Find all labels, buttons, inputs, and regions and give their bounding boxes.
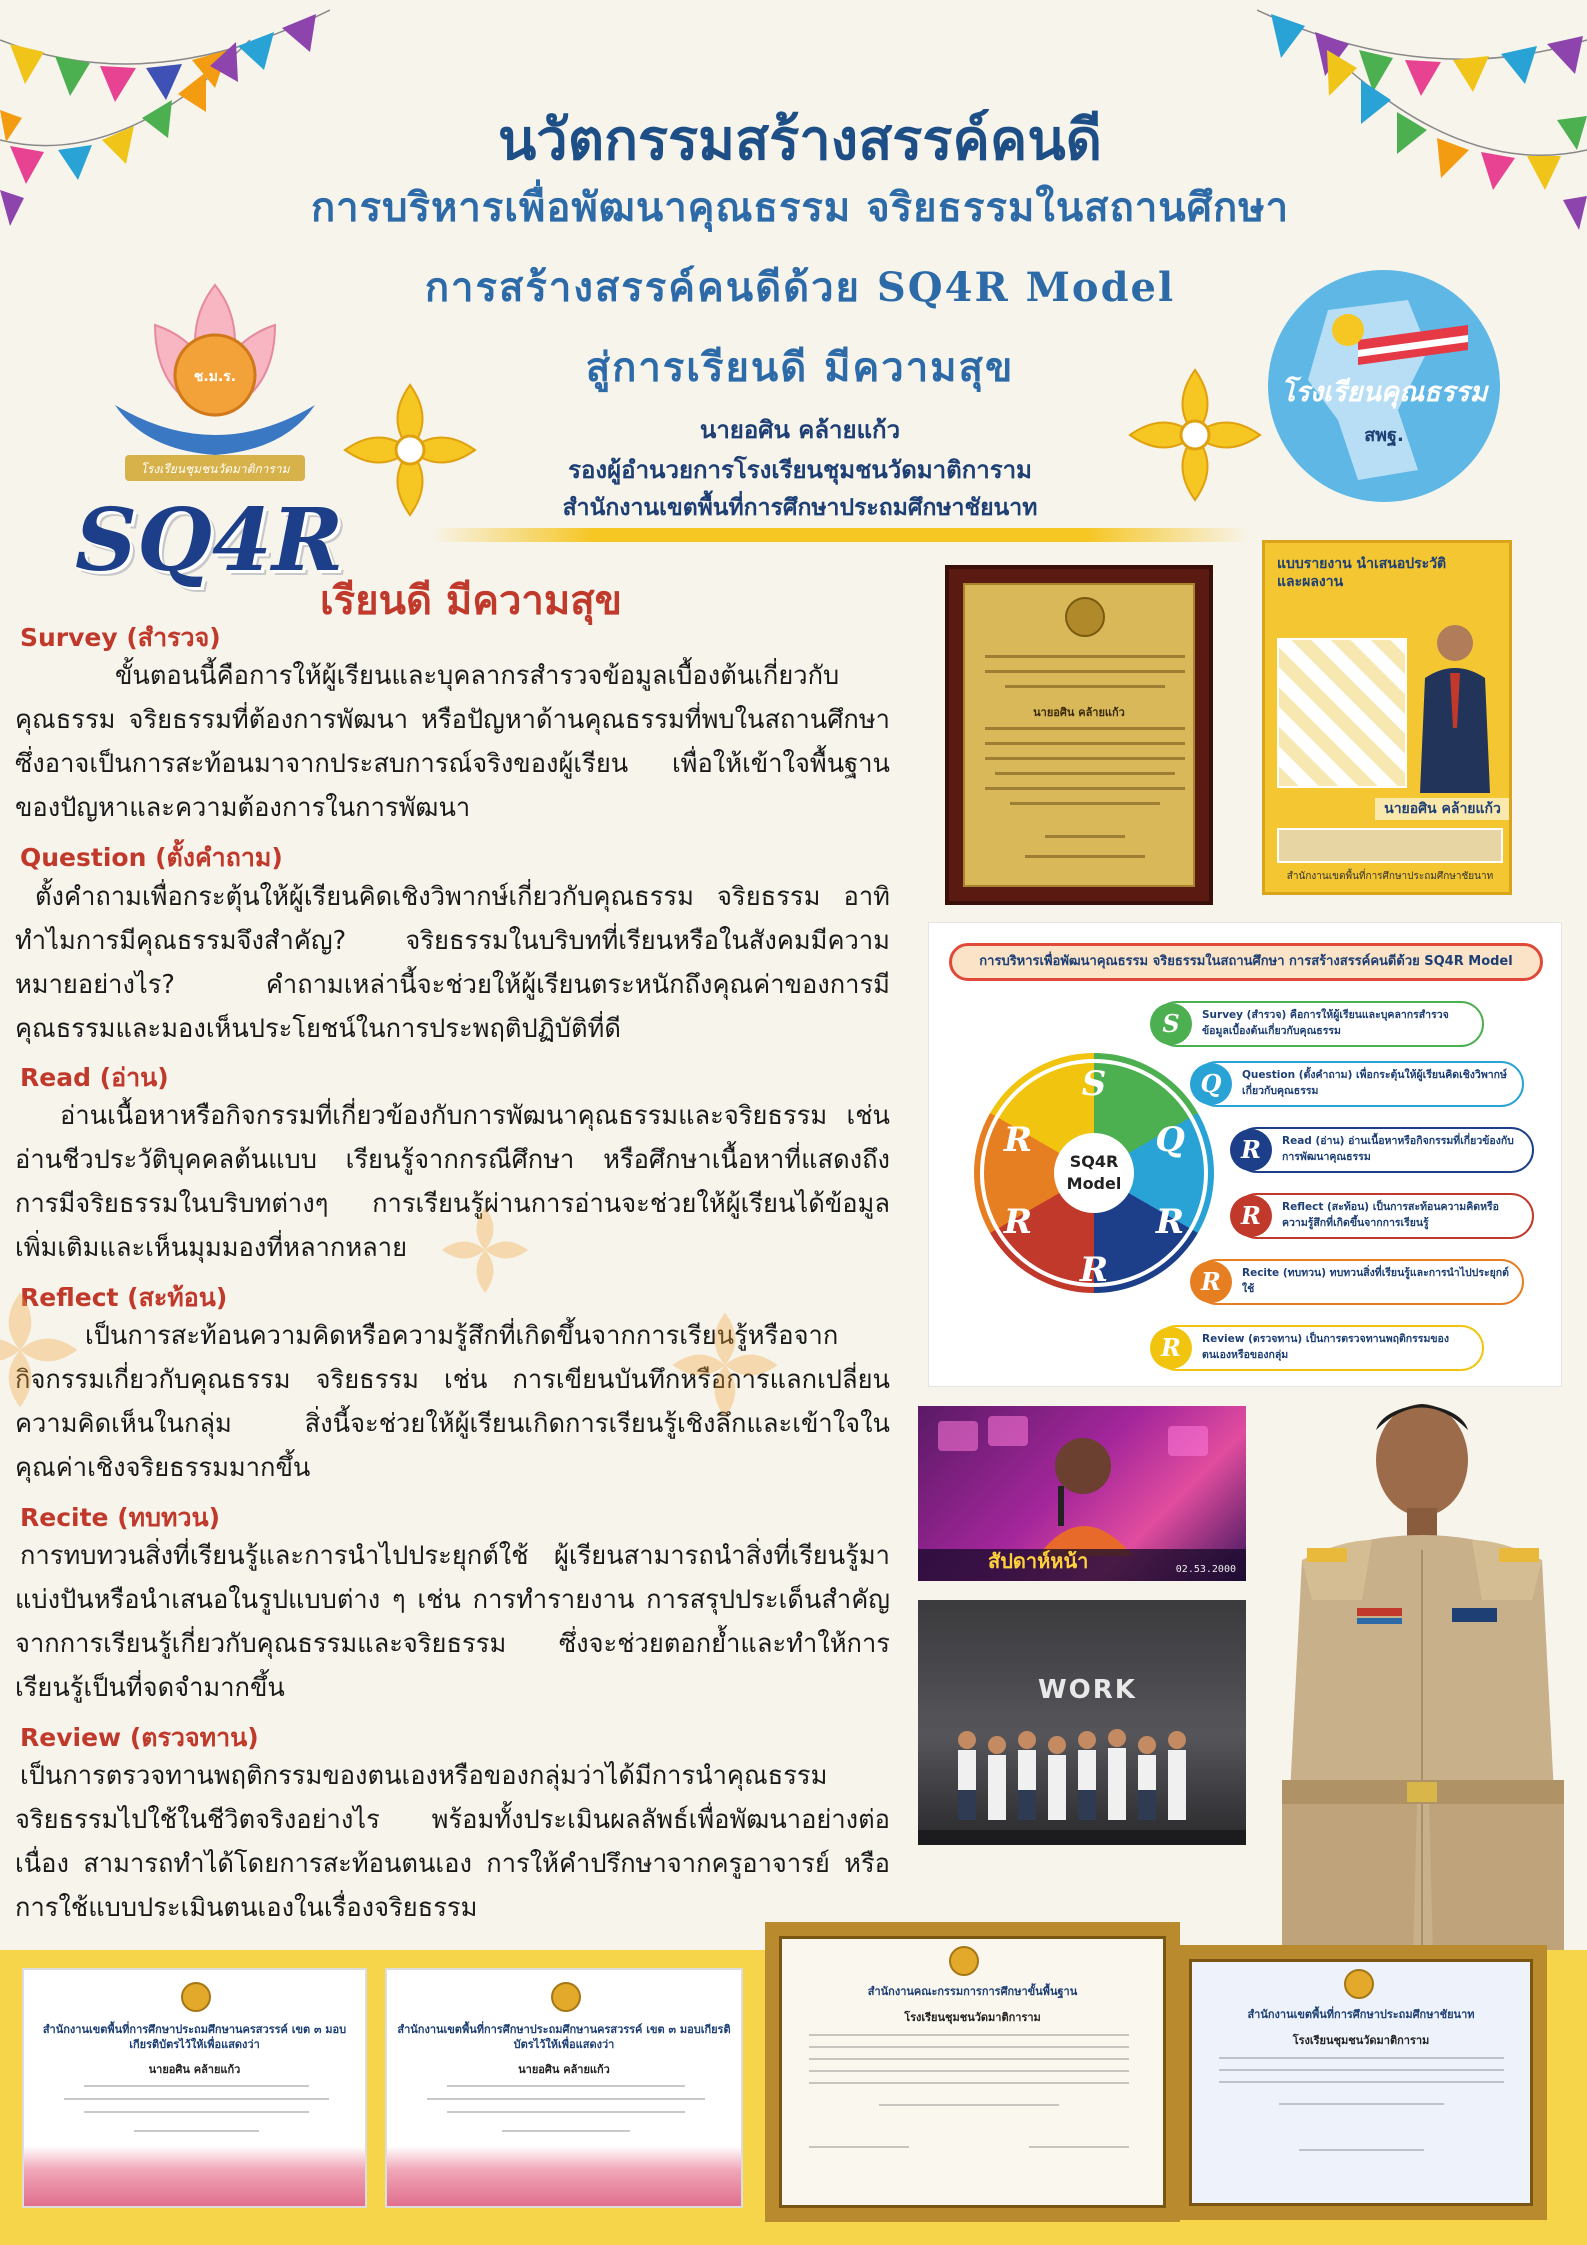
step-badge-reflect: R [1230,1195,1272,1237]
cert-1-flower-border [24,2146,365,2206]
thai-ornament-left [340,380,480,520]
wheel-letter-r4: R [1003,1120,1033,1160]
wheel-center [1054,1133,1134,1213]
thai-ornament-right [1125,365,1265,505]
section-heading-read: Read (อ่าน) [20,1063,169,1092]
section-heading-survey: Survey (สำรวจ) [20,623,221,652]
certificate-1 [22,1968,367,2208]
step-reflect [1234,1193,1534,1239]
report-photo-strip [1277,828,1503,863]
section-body-read: อ่านเนื้อหาหรือกิจกรรมที่เกี่ยวข้องกับการพัฒนาคุณธรรมและจริยธรรม เช่น อ่านชีวประวัติบุคคลต้นแบบ เรียนรู้จากกรณีศึกษา หรือศึกษาเนื้อหาที่แสดงถึงการมีจริยธรรมในบริบทต่างๆ การเรียนรู้ผ่านการอ่านจะช่วยให้ผู้เรียนได้ข้อมูลเพิ่มเติมและเห็นมุมมองที่หลากหลาย [15,1101,890,1263]
step-read [1234,1127,1534,1173]
section-heading-question: Question (ตั้งคำถาม) [20,843,283,872]
frame-1-name: โรงเรียนชุมชนวัดมาติการาม [904,2011,1041,2024]
sq4r-infographic [928,922,1562,1387]
wheel-letter-s: S [1081,1064,1107,1104]
tv-date: 02.53.2000 [1175,1564,1236,1575]
step-text-read: Read (อ่าน) อ่านเนื้อหาหรือกิจกรรมที่เกี่ยวข้องกับการพัฒนาคุณธรรม [1282,1135,1514,1163]
cert-1-name: นายอศิน คล้ายแก้ว [148,2063,241,2076]
cert-2-flower-border [387,2146,741,2206]
sq4r-wheel [974,1053,1214,1293]
framed-certificate-1 [765,1922,1180,2222]
step-text-survey: Survey (สำรวจ) คือการให้ผู้เรียนและบุคลากรสำรวจข้อมูลเบื้องต้นเกี่ยวกับคุณธรรม [1202,1009,1449,1037]
cert-2-name: นายอศิน คล้ายแก้ว [518,2063,610,2076]
group-photo [918,1600,1246,1845]
section-body-reflect: เป็นการสะท้อนความคิดหรือความรู้สึกที่เกิดขึ้นจากการเรียนรู้หรือจากกิจกรรมเกี่ยวกับคุณธรรม จริยธรรม เช่น การเขียนบันทึกหรือการแลกเปลี่ยนความคิดเห็นในกลุ่ม สิ่งนี้จะช่วยให้ผู้เรียนเกิดการเรียนรู้เชิงลึกและเข้าใจในคุณค่าเชิงจริยธรรมมากขึ้น [15,1321,890,1483]
bunting-right [1257,0,1587,300]
section-heading-recite: Recite (ทบทวน) [20,1503,221,1532]
tv-caption: สัปดาห์หน้า [988,1549,1089,1573]
poster-title: นวัตกรรมสร้างสรรค์คนดี [497,108,1103,173]
moral-school-badge [1268,270,1500,502]
faint-ornament-3 [0,1290,80,1410]
frame-2-name: โรงเรียนชุมชนวัดมาติการาม [1292,2034,1430,2047]
report-cover [1262,540,1512,895]
badge-abbr: สพฐ. [1364,425,1404,446]
poster-subtitle-3: สู่การเรียนดี มีความสุข [585,344,1015,391]
tagline: เรียนดี มีความสุข [320,578,623,624]
author-position: รองผู้อำนวยการโรงเรียนชุมชนวัดมาติการาม [568,455,1032,484]
poster-subtitle-1: การบริหารเพื่อพัฒนาคุณธรรม จริยธรรมในสถานศึกษา [310,184,1290,231]
school-logo-name: โรงเรียนชุมชนวัดมาติการาม [140,462,290,476]
cert-2-emblem [551,1982,581,2012]
step-review [1154,1325,1484,1371]
vice-director-photo [1262,1390,1584,1990]
gold-brush-stroke [430,528,1250,542]
report-footer: สำนักงานเขตพื้นที่การศึกษาประถมศึกษาชัยนาท [1286,871,1494,882]
tv-show-photo [918,1406,1246,1581]
step-badge-read: R [1230,1129,1272,1171]
step-badge-question: Q [1190,1063,1232,1105]
section-body-question: ตั้งคำถามเพื่อกระตุ้นให้ผู้เรียนคิดเชิงวิพากษ์เกี่ยวกับคุณธรรม จริยธรรม อาทิ ทำไมการมีคุณธรรมจึงสำคัญ? จริยธรรมในบริบทที่เรียนหรือในสังคมมีความหมายอย่างไร? คำถามเหล่านี้จะช่วยให้ผู้เรียนตระหนักถึงคุณค่าของการมีคุณธรรมและมองเห็นประโยชน์ในการประพฤติปฏิบัติที่ดี [15,882,890,1044]
step-badge-review: R [1150,1327,1192,1369]
plaque-emblem [1065,597,1105,637]
infographic-title: การบริหารเพื่อพัฒนาคุณธรรม จริยธรรมในสถานศึกษา การสร้างสรรค์คนดีด้วย SQ4R Model [949,943,1543,981]
frame-2-head: สำนักงานเขตพื้นที่การศึกษาประถมศึกษาชัยนาท [1247,2008,1475,2021]
frame-2-emblem [1344,1969,1374,1999]
step-question [1194,1061,1524,1107]
step-survey [1154,1001,1484,1047]
author-organization: สำนักงานเขตพื้นที่การศึกษาประถมศึกษาชัยนาท [562,494,1038,521]
step-badge-survey: S [1150,1003,1192,1045]
frame-1-head: สำนักงานคณะกรรมการการศึกษาขั้นพื้นฐาน [867,1985,1078,1998]
report-person-silhouette [1415,618,1495,793]
section-body-survey: ขั้นตอนนี้คือการให้ผู้เรียนและบุคลากรสำรวจข้อมูลเบื้องต้นเกี่ยวกับคุณธรรม จริยธรรมที่ต้องการพัฒนา หรือปัญหาด้านคุณธรรมที่พบในสถานศึกษา ซึ่งอาจเป็นการสะท้อนมาจากประสบการณ์จริงของผู้เรียน เพื่อให้เข้าใจพื้นฐานของปัญหาและความต้องการในการพัฒนา [15,661,890,823]
step-recite [1194,1259,1524,1305]
poster-subtitle-2: การสร้างสรรค์คนดีด้วย SQ4R Model [424,264,1176,311]
report-name: นายอศิน คล้ายแก้ว [1375,798,1510,820]
cert-2-head: สำนักงานเขตพื้นที่การศึกษาประถมศึกษานครสวรรค์ เขต ๓ มอบเกียรติบัตรไว้ให้เพื่อแสดงว่า [397,2023,731,2051]
faint-ornament-2 [670,1310,780,1420]
wheel-letter-r3: R [1003,1202,1033,1242]
section-body-recite: การทบทวนสิ่งที่เรียนรู้และการนำไปประยุกต์ใช้ ผู้เรียนสามารถนำสิ่งที่เรียนรู้มาแบ่งปันหรือนำเสนอในรูปแบบต่าง ๆ เช่น การทำรายงาน การสรุปประเด็นสำคัญจากการเรียนรู้เกี่ยวกับคุณธรรมและจริยธรรม ซึ่งจะช่วยตอกย้ำและทำให้การเรียนรู้เป็นที่จดจำมากขึ้น [15,1541,890,1703]
section-heading-reflect: Reflect (สะท้อน) [20,1283,228,1312]
report-title: แบบรายงาน นำเสนอประวัติและผลงาน [1277,556,1447,590]
framed-certificate-2 [1175,1945,1547,2220]
step-text-question: Question (ตั้งคำถาม) เพื่อกระตุ้นให้ผู้เรียนคิดเชิงวิพากษ์เกี่ยวกับคุณธรรม [1242,1069,1507,1097]
cert-1-head: สำนักงานเขตพื้นที่การศึกษาประถมศึกษานครสวรรค์ เขต ๓ มอบเกียรติบัตรไว้ให้เพื่อแสดงว่า [42,2023,347,2051]
group-photo-sign: WORK [1038,1675,1137,1705]
wheel-center-line2: Model [1066,1174,1122,1193]
frame-1-emblem [949,1946,979,1976]
author-name: นายอศิน คล้ายแก้ว [699,415,901,444]
section-heading-review: Review (ตรวจทาน) [20,1723,259,1752]
wheel-letter-r2: R [1079,1250,1109,1290]
school-logo [95,265,335,495]
school-logo-abbr: ช.ม.ร. [193,369,237,385]
wheel-letter-r1: R [1155,1202,1185,1242]
badge-title: โรงเรียนคุณธรรม [1280,377,1488,408]
wheel-letter-q: Q [1155,1120,1185,1160]
step-text-reflect: Reflect (สะท้อน) เป็นการสะท้อนความคิดหรือความรู้สึกที่เกิดขึ้นจากการเรียนรู้ [1282,1201,1499,1229]
plaque-name: นายอศิน คล้ายแก้ว [1033,706,1125,719]
step-text-review: Review (ตรวจทาน) เป็นการตรวจทานพฤติกรรมของตนเองหรือของกลุ่ม [1202,1333,1449,1361]
faint-ornament-1 [440,1205,530,1295]
award-plaque [945,565,1213,905]
sq4r-logo-text: SQ4R [75,490,344,591]
step-badge-recite: R [1190,1261,1232,1303]
section-body-review: เป็นการตรวจทานพฤติกรรมของตนเองหรือของกลุ่มว่าได้มีการนำคุณธรรมจริยธรรมไปใช้ในชีวิตจริงอย่างไร พร้อมทั้งประเมินผลลัพธ์เพื่อพัฒนาอย่างต่อเนื่อง สามารถทำได้โดยการสะท้อนตนเอง การให้คำปรึกษาจากครูอาจารย์ หรือการใช้แบบประเมินตนเองในเรื่องจริยธรรม [15,1761,890,1923]
report-photo-collage [1277,638,1407,788]
cert-1-emblem [181,1982,211,2012]
step-text-recite: Recite (ทบทวน) ทบทวนสิ่งที่เรียนรู้และการนำไปประยุกต์ใช้ [1242,1267,1509,1295]
certificate-2 [385,1968,743,2208]
wheel-center-line1: SQ4R [1069,1152,1119,1171]
